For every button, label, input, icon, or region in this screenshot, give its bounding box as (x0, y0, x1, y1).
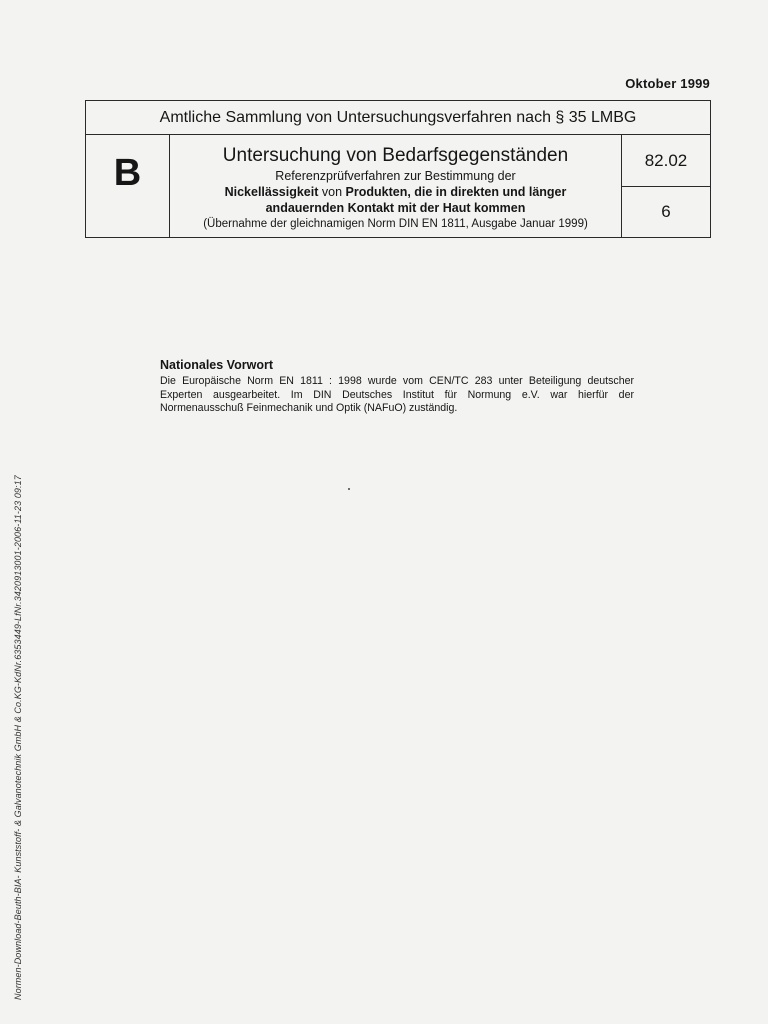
foreword-text: Die Europäische Norm EN 1811 : 1998 wurde vom CEN/TC 283 unter Beteiligung deutscher Experten ausgearbeitet. Im DIN Deutsches Institut für Normung e.V. war hierfür der Normenausschuß Feinmechanik und Optik (NAFuO) zuständig. (160, 375, 634, 415)
section-letter: B (113, 152, 142, 194)
subtitle-line-2 (170, 185, 621, 200)
subtitle-bold-products: Produkten, die in direkten und länger (345, 185, 567, 199)
scan-speck (348, 488, 350, 490)
collection-title: Amtliche Sammlung von Untersuchungsverfahren nach § 35 LMBG (86, 101, 710, 135)
download-watermark: Normen-Download-Beuth-BIA- Kunststoff- & Galvanotechnik GmbH & Co.KG-KdNr.6353449-LfNr.3420913001-2006-11-23 09:17 (13, 475, 23, 1000)
subtitle-line-1: Referenzprüfverfahren zur Bestimmung der (275, 169, 516, 183)
document-number: 82.02 (622, 135, 710, 187)
title-cell (170, 135, 622, 237)
norm-note: (Übernahme der gleichnamigen Norm DIN EN 1811, Ausgabe Januar 1999) (203, 218, 588, 230)
main-title: Untersuchung von Bedarfsgegenständen (222, 145, 569, 166)
national-foreword (160, 357, 634, 416)
subtitle-bold-nickel: Nickellässigkeit (224, 185, 319, 199)
subtitle-line-3: andauernden Kontakt mit der Haut kommen (265, 201, 526, 215)
subtitle-connector: von (318, 185, 346, 199)
publication-date: Oktober 1999 (625, 76, 710, 91)
header-box (85, 100, 711, 238)
section-letter-cell (86, 135, 170, 237)
foreword-heading: Nationales Vorwort (160, 358, 273, 372)
document-sub-number: 6 (661, 202, 671, 221)
